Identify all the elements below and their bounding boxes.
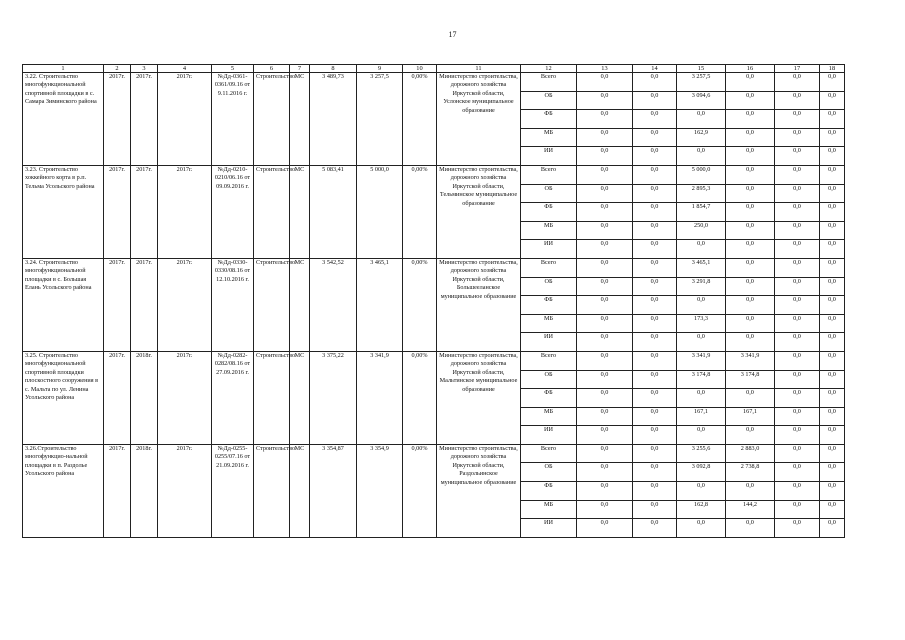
amount-cell: 0,0 <box>577 184 633 203</box>
code: МС <box>290 351 310 444</box>
funding-source: ФБ <box>521 296 577 315</box>
funding-source: МБ <box>521 407 577 426</box>
amount-cell: 0,0 <box>775 444 820 463</box>
amount-cell: 0,0 <box>577 519 633 538</box>
amount-cell: 0,0 <box>726 128 775 147</box>
funding-source: ФБ <box>521 389 577 408</box>
funding-source: ИИ <box>521 519 577 538</box>
amount-cell: 0,0 <box>633 389 677 408</box>
funding-source: ИИ <box>521 240 577 259</box>
amount-cell: 0,0 <box>633 240 677 259</box>
amount-cell: 0,0 <box>820 110 845 129</box>
amount-cell: 0,0 <box>820 91 845 110</box>
amount-cell: 0,0 <box>726 91 775 110</box>
start-year: 2017г. <box>104 165 131 258</box>
amount-cell: 173,3 <box>677 314 726 333</box>
amount-cell: 0,0 <box>726 240 775 259</box>
amount-cell: 0,0 <box>633 482 677 501</box>
amount-cell: 0,0 <box>820 165 845 184</box>
funding-source: ИИ <box>521 426 577 445</box>
amount-cell: 0,0 <box>577 500 633 519</box>
amount-cell: 0,0 <box>775 147 820 166</box>
limit-value: 3 341,9 <box>357 351 403 444</box>
work-type: Строительство <box>254 73 290 166</box>
amount-cell: 3 465,1 <box>677 258 726 277</box>
column-number: 1 <box>23 65 104 73</box>
amount-cell: 0,0 <box>577 277 633 296</box>
amount-cell: 0,0 <box>775 258 820 277</box>
amount-cell: 0,0 <box>726 519 775 538</box>
column-number: 11 <box>437 65 521 73</box>
column-number: 10 <box>403 65 437 73</box>
amount-cell: 0,0 <box>577 147 633 166</box>
amount-cell: 0,0 <box>633 277 677 296</box>
funding-source: ОБ <box>521 184 577 203</box>
amount-cell: 0,0 <box>820 203 845 222</box>
amount-cell: 0,0 <box>726 296 775 315</box>
funding-source: Всего <box>521 351 577 370</box>
amount-cell: 0,0 <box>577 463 633 482</box>
table-row <box>23 73 845 92</box>
amount-cell: 0,0 <box>775 240 820 259</box>
amount-cell: 0,0 <box>577 333 633 352</box>
object-name: 3.22. Строительство многофункциональной спортивной площадки в с. Самара Зиминского района <box>23 73 104 166</box>
amount-cell: 0,0 <box>633 370 677 389</box>
funding-source: Всего <box>521 258 577 277</box>
amount-cell: 0,0 <box>820 258 845 277</box>
amount-cell: 0,0 <box>633 147 677 166</box>
customer: Министерство строительства, дорожного хозяйства Иркутской области, Раздольинское муниципальное образование <box>437 444 521 537</box>
amount-cell: 0,0 <box>633 444 677 463</box>
amount-cell: 0,0 <box>577 351 633 370</box>
amount-cell: 0,0 <box>726 110 775 129</box>
amount-cell: 2 738,8 <box>726 463 775 482</box>
amount-cell: 0,0 <box>577 258 633 277</box>
amount-cell: 0,0 <box>677 482 726 501</box>
amount-cell: 3 341,9 <box>726 351 775 370</box>
start-year: 2017г. <box>104 351 131 444</box>
amount-cell: 0,0 <box>820 73 845 92</box>
amount-cell: 144,2 <box>726 500 775 519</box>
amount-cell: 0,0 <box>775 221 820 240</box>
column-number: 18 <box>820 65 845 73</box>
end-year: 2017г. <box>131 165 158 258</box>
amount-cell: 0,0 <box>577 73 633 92</box>
amount-cell: 0,0 <box>677 333 726 352</box>
readiness-percent: 0,00% <box>403 444 437 537</box>
object-name: 3.23. Строительство хоккейного корта в р.п. Тельма Усольского района <box>23 165 104 258</box>
amount-cell: 0,0 <box>775 333 820 352</box>
amount-cell: 0,0 <box>633 333 677 352</box>
amount-cell: 0,0 <box>633 91 677 110</box>
table-row <box>23 444 845 463</box>
amount-cell: 0,0 <box>775 351 820 370</box>
column-number: 2 <box>104 65 131 73</box>
column-number: 5 <box>212 65 254 73</box>
amount-cell: 0,0 <box>775 277 820 296</box>
amount-cell: 0,0 <box>577 314 633 333</box>
amount-cell: 3 341,9 <box>677 351 726 370</box>
column-number: 3 <box>131 65 158 73</box>
amount-cell: 0,0 <box>677 296 726 315</box>
funding-source: ОБ <box>521 91 577 110</box>
start-year: 2017г. <box>104 258 131 351</box>
amount-cell: 0,0 <box>726 389 775 408</box>
amount-cell: 0,0 <box>633 258 677 277</box>
readiness-percent: 0,00% <box>403 258 437 351</box>
amount-cell: 0,0 <box>633 314 677 333</box>
column-number: 13 <box>577 65 633 73</box>
amount-cell: 0,0 <box>726 277 775 296</box>
amount-cell: 3 092,8 <box>677 463 726 482</box>
amount-cell: 0,0 <box>775 184 820 203</box>
amount-cell: 0,0 <box>633 500 677 519</box>
amount-cell: 0,0 <box>820 314 845 333</box>
table-row <box>23 165 845 184</box>
amount-cell: 0,0 <box>775 110 820 129</box>
amount-cell: 0,0 <box>677 426 726 445</box>
estimated-cost: 3 354,87 <box>310 444 357 537</box>
readiness-percent: 0,00% <box>403 165 437 258</box>
object-name: 3.25. Строительство многофункциональной спортивной площадки плоскостного сооружения в с. Мальта по ул. Ленина Усольского района <box>23 351 104 444</box>
amount-cell: 0,0 <box>775 426 820 445</box>
funding-source: ФБ <box>521 482 577 501</box>
amount-cell: 0,0 <box>577 128 633 147</box>
amount-cell: 0,0 <box>775 203 820 222</box>
amount-cell: 3 094,6 <box>677 91 726 110</box>
contract-number: №Дд-0361-0361/09.16 от 9.11.2016 г. <box>212 73 254 166</box>
year: 2017г. <box>158 444 212 537</box>
amount-cell: 0,0 <box>775 370 820 389</box>
amount-cell: 0,0 <box>820 463 845 482</box>
amount-cell: 0,0 <box>677 240 726 259</box>
year: 2017г. <box>158 73 212 166</box>
end-year: 2017г. <box>131 258 158 351</box>
amount-cell: 1 854,7 <box>677 203 726 222</box>
amount-cell: 0,0 <box>633 128 677 147</box>
contract-number: №Дд-0210-0210/06.16 от 09.09.2016 г. <box>212 165 254 258</box>
amount-cell: 0,0 <box>577 482 633 501</box>
column-number: 6 <box>254 65 290 73</box>
readiness-percent: 0,00% <box>403 351 437 444</box>
amount-cell: 0,0 <box>633 296 677 315</box>
amount-cell: 0,0 <box>726 165 775 184</box>
amount-cell: 0,0 <box>577 389 633 408</box>
amount-cell: 0,0 <box>775 91 820 110</box>
year: 2017г. <box>158 258 212 351</box>
funding-source: Всего <box>521 444 577 463</box>
amount-cell: 0,0 <box>633 519 677 538</box>
contract-number: №Дд-0255-0255/07.16 от 21.09.2016 г. <box>212 444 254 537</box>
amount-cell: 5 000,0 <box>677 165 726 184</box>
work-type: Строительство <box>254 444 290 537</box>
amount-cell: 0,0 <box>820 184 845 203</box>
funding-source: Всего <box>521 165 577 184</box>
amount-cell: 0,0 <box>775 500 820 519</box>
amount-cell: 2 883,0 <box>726 444 775 463</box>
readiness-percent: 0,00% <box>403 73 437 166</box>
column-number-row <box>23 65 845 73</box>
limit-value: 3 257,5 <box>357 73 403 166</box>
amount-cell: 0,0 <box>820 444 845 463</box>
amount-cell: 3 174,8 <box>726 370 775 389</box>
amount-cell: 0,0 <box>775 314 820 333</box>
amount-cell: 0,0 <box>820 407 845 426</box>
limit-value: 3 354,9 <box>357 444 403 537</box>
amount-cell: 0,0 <box>820 482 845 501</box>
amount-cell: 0,0 <box>577 240 633 259</box>
amount-cell: 0,0 <box>820 426 845 445</box>
amount-cell: 0,0 <box>633 73 677 92</box>
year: 2017г. <box>158 351 212 444</box>
funding-source: Всего <box>521 73 577 92</box>
amount-cell: 3 257,5 <box>677 73 726 92</box>
column-number: 14 <box>633 65 677 73</box>
code: МС <box>290 258 310 351</box>
column-number: 16 <box>726 65 775 73</box>
amount-cell: 3 255,6 <box>677 444 726 463</box>
amount-cell: 250,0 <box>677 221 726 240</box>
table-body <box>23 65 845 538</box>
object-name: 3.26.Строительство многофункцио-нальной площадки в п. Раздолье Усольского района <box>23 444 104 537</box>
estimated-cost: 3 489,73 <box>310 73 357 166</box>
code: МС <box>290 165 310 258</box>
amount-cell: 0,0 <box>775 482 820 501</box>
customer: Министерство строительства, дорожного хозяйства Иркутской области, Услонское муниципальное образование <box>437 73 521 166</box>
amount-cell: 0,0 <box>577 91 633 110</box>
amount-cell: 0,0 <box>677 519 726 538</box>
amount-cell: 0,0 <box>726 333 775 352</box>
amount-cell: 3 291,8 <box>677 277 726 296</box>
amount-cell: 0,0 <box>820 221 845 240</box>
column-number: 17 <box>775 65 820 73</box>
amount-cell: 0,0 <box>820 240 845 259</box>
amount-cell: 0,0 <box>633 184 677 203</box>
work-type: Строительство <box>254 258 290 351</box>
amount-cell: 0,0 <box>820 370 845 389</box>
code: МС <box>290 444 310 537</box>
amount-cell: 0,0 <box>820 500 845 519</box>
work-type: Строительство <box>254 165 290 258</box>
funding-source: ФБ <box>521 203 577 222</box>
year: 2017г. <box>158 165 212 258</box>
column-number: 12 <box>521 65 577 73</box>
column-number: 9 <box>357 65 403 73</box>
funding-source: МБ <box>521 128 577 147</box>
amount-cell: 0,0 <box>577 203 633 222</box>
amount-cell: 0,0 <box>726 482 775 501</box>
funding-source: ФБ <box>521 110 577 129</box>
amount-cell: 0,0 <box>577 444 633 463</box>
amount-cell: 0,0 <box>633 351 677 370</box>
end-year: 2017г. <box>131 73 158 166</box>
amount-cell: 0,0 <box>577 370 633 389</box>
code: МС <box>290 73 310 166</box>
page-number: 17 <box>448 30 457 39</box>
amount-cell: 0,0 <box>633 110 677 129</box>
amount-cell: 0,0 <box>775 389 820 408</box>
amount-cell: 0,0 <box>775 73 820 92</box>
amount-cell: 167,1 <box>726 407 775 426</box>
limit-value: 5 000,0 <box>357 165 403 258</box>
amount-cell: 0,0 <box>577 426 633 445</box>
object-name: 3.24. Строительство многофункциональной площадки в с. Большая Елань Усольского района <box>23 258 104 351</box>
funding-source: ОБ <box>521 277 577 296</box>
amount-cell: 0,0 <box>677 389 726 408</box>
contract-number: №Дд-0282-0282/08.16 от 27.09.2016 г. <box>212 351 254 444</box>
amount-cell: 0,0 <box>775 407 820 426</box>
amount-cell: 0,0 <box>820 296 845 315</box>
column-number: 4 <box>158 65 212 73</box>
column-number: 8 <box>310 65 357 73</box>
amount-cell: 0,0 <box>633 203 677 222</box>
amount-cell: 0,0 <box>820 333 845 352</box>
amount-cell: 0,0 <box>633 165 677 184</box>
amount-cell: 0,0 <box>577 407 633 426</box>
amount-cell: 0,0 <box>726 184 775 203</box>
funding-source: МБ <box>521 221 577 240</box>
amount-cell: 0,0 <box>726 258 775 277</box>
amount-cell: 0,0 <box>820 147 845 166</box>
table-row <box>23 258 845 277</box>
amount-cell: 0,0 <box>633 407 677 426</box>
end-year: 2018г. <box>131 351 158 444</box>
funding-source: МБ <box>521 314 577 333</box>
amount-cell: 0,0 <box>726 203 775 222</box>
amount-cell: 0,0 <box>726 314 775 333</box>
funding-source: МБ <box>521 500 577 519</box>
contract-number: №Дд-0330-0330/08.16 от 12.10.2016 г. <box>212 258 254 351</box>
amount-cell: 0,0 <box>677 147 726 166</box>
amount-cell: 0,0 <box>775 165 820 184</box>
column-number: 7 <box>290 65 310 73</box>
estimated-cost: 3 375,22 <box>310 351 357 444</box>
amount-cell: 0,0 <box>775 296 820 315</box>
funding-source: ИИ <box>521 147 577 166</box>
amount-cell: 0,0 <box>577 296 633 315</box>
amount-cell: 0,0 <box>820 351 845 370</box>
amount-cell: 0,0 <box>820 519 845 538</box>
estimated-cost: 5 083,41 <box>310 165 357 258</box>
amount-cell: 0,0 <box>577 165 633 184</box>
funding-source: ОБ <box>521 370 577 389</box>
end-year: 2018г. <box>131 444 158 537</box>
start-year: 2017г. <box>104 444 131 537</box>
funding-source: ИИ <box>521 333 577 352</box>
amount-cell: 0,0 <box>577 221 633 240</box>
column-number: 15 <box>677 65 726 73</box>
table-row <box>23 351 845 370</box>
amount-cell: 0,0 <box>820 128 845 147</box>
funding-source: ОБ <box>521 463 577 482</box>
estimated-cost: 3 542,52 <box>310 258 357 351</box>
amount-cell: 0,0 <box>820 277 845 296</box>
amount-cell: 0,0 <box>633 221 677 240</box>
start-year: 2017г. <box>104 73 131 166</box>
customer: Министерство строительства, дорожного хозяйства Иркутской области, Тельминское муниципальное образование <box>437 165 521 258</box>
amount-cell: 0,0 <box>633 463 677 482</box>
amount-cell: 0,0 <box>820 389 845 408</box>
work-type: Строительство <box>254 351 290 444</box>
customer: Министерство строительства, дорожного хозяйства Иркутской области, Мальтинское муниципальное образование <box>437 351 521 444</box>
amount-cell: 0,0 <box>775 128 820 147</box>
amount-cell: 0,0 <box>633 426 677 445</box>
amount-cell: 0,0 <box>775 463 820 482</box>
customer: Министерство строительства, дорожного хозяйства Иркутской области, Большееланское муниципальное образование <box>437 258 521 351</box>
program-table <box>22 64 845 538</box>
amount-cell: 0,0 <box>677 110 726 129</box>
limit-value: 3 465,1 <box>357 258 403 351</box>
amount-cell: 0,0 <box>577 110 633 129</box>
amount-cell: 167,1 <box>677 407 726 426</box>
amount-cell: 2 895,3 <box>677 184 726 203</box>
amount-cell: 162,9 <box>677 128 726 147</box>
amount-cell: 0,0 <box>726 73 775 92</box>
amount-cell: 0,0 <box>726 147 775 166</box>
amount-cell: 162,8 <box>677 500 726 519</box>
amount-cell: 0,0 <box>726 426 775 445</box>
amount-cell: 0,0 <box>726 221 775 240</box>
amount-cell: 0,0 <box>775 519 820 538</box>
amount-cell: 3 174,8 <box>677 370 726 389</box>
